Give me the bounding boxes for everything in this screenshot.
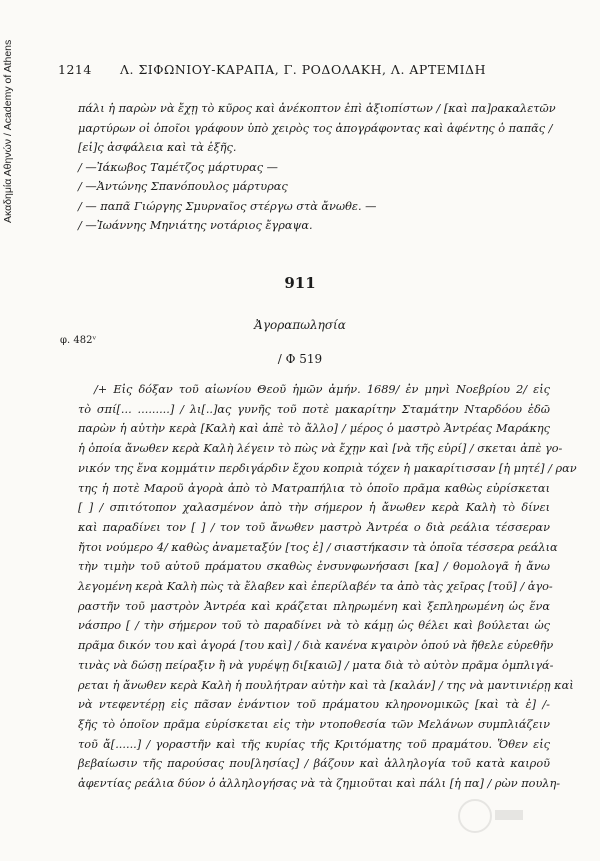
body-line: πρᾶμα δικόν του καὶ ἀγορά [του καὶ] / διὰ κανένα κγαιρὸν ὁπού νὰ ἤθελε εὐρεθῆν — [78, 639, 554, 653]
body-line: τὸ σπί[... .........] / λι[..]ας γυνῆς τοῦ ποτὲ μακαρίτην Σταμάτην Νταρδόου ἐδῶ — [78, 402, 550, 416]
body-line: νὰ ντεφεντέρῃ εἰς πᾶσαν ἐνάντιον τοῦ πράματου κληρονομικῶς [καὶ τὰ ἐ] /- — [78, 698, 550, 712]
body-line: ἤτοι νούμερο 4/ καθὼς ἀναμεταξύν [τος ἐ] / σιαστήκασιν τὰ ὁποῖα τέσσερα ρεάλια — [78, 540, 558, 554]
notary-line: / —Ἰωάννης Μηνιάτης νοτάριος ἔγραψα. — [78, 219, 313, 232]
body-line: βεβαίωσιν τῆς παρούσας που[λησίας] / βάζουν καὶ ἀλληλογία τοῦ κατὰ καιροῦ — [78, 757, 550, 771]
folio-reference: φ. 482ᵛ — [60, 335, 97, 346]
document-title: Ἀγοραπωλησία — [254, 318, 346, 332]
witness-line: / —Ἰάκωβος Ταμέτζος μάρτυρας — — [78, 160, 278, 174]
body-line: τὴν τιμὴν τοῦ αὐτοῦ πράματου σκαθὼς ἐνσυνφωνήσασι [κα] / θομολογᾶ ἡ ἄνω — [78, 560, 550, 574]
body-line: ἡ ὁποία ἄνωθεν κερὰ Καλὴ λέγειν τὸ πὼς νὰ ἔχῃν καὶ [νὰ τῆς εὐρί] / σκεται ἀπὲ γο- — [78, 442, 563, 456]
document-body — [78, 380, 577, 794]
witness-line: / — παπᾶ Γιώργης Σμυρναῖος στέργω στὰ ἄνωθε. — — [78, 199, 377, 213]
source-reference: / Φ 519 — [277, 352, 323, 366]
intro-text — [78, 99, 556, 236]
body-line: παρὼν ἡ αὐτὴν κερὰ [Καλὴ καὶ ἀπὲ τὸ ἄλλο] / μέρος ὁ μαστρὸ Ἀντρέας Μαράκης — [78, 422, 550, 436]
body-line: /+ Εἰς δόξαν τοῦ αἰωνίου Θεοῦ ἡμῶν ἀμήν. 1689/ ἐν μηνὶ Νοεβρίου 2/ εἰς — [94, 383, 550, 396]
document-number: 911 — [284, 274, 316, 292]
body-line: νικόν της ἕνα κομμάτιν περδιγάρδιν ἔχου κοπριὰ τόχεν ἡ μακαρίτισσαν [ἡ μητέ] / ραν — [78, 461, 577, 475]
body-line: νάσπρο [ / τὴν σήμερον τοῦ τὸ παραδίνει νὰ τὸ κάμῃ ὡς θέλει καὶ βούλεται ὡς — [78, 619, 550, 633]
body-line: ἀφεντίας ρεάλια δύον ὁ ἀλληλογήσας νὰ τὰ ζημιοῦται καὶ πάλι [ἡ πα] / ρὼν πουλη- — [78, 777, 561, 791]
intro-line: [εἰ]ς ἀσφάλεια καὶ τὰ ἑξῆς. — [78, 141, 237, 154]
library-stamp-icon — [455, 796, 525, 836]
body-line: καὶ παραδίνει τον [ ] / τον τοῦ ἄνωθεν μαστρὸ Ἀντρέα ο διὰ ρεάλια τέσσεραν — [78, 520, 550, 534]
running-head: Λ. ΣΙΦΩΝΙΟΥ-ΚΑΡΑΠΑ, Γ. ΡΟΔΟΛΑΚΗ, Λ. ΑΡΤΕΜΙΔΗ — [120, 62, 486, 77]
body-line: τοῦ ἄ[......] / γοραστῆν καὶ τῆς κυρίας τῆς Κριτόματης τοῦ πραμάτου. Ὅθεν εἰς — [78, 737, 550, 751]
body-line: τινὰς νὰ δώσῃ πείραξιν ἢ νὰ γυρέψῃ δι[καιῶ] / ματα διὰ τὸ αὐτὸν πρᾶμα ὀμπλιγά- — [78, 658, 554, 672]
body-line: λεγομένη κερὰ Καλὴ πὼς τὰ ἔλαβεν καὶ ἐπερίλαβέν τα ἀπὸ τὰς χεῖρας [τοῦ] / ἀγο- — [78, 580, 553, 594]
body-line: [ ] / σπιτότοπον χαλασμένον ἀπὸ τὴν σήμερον ἡ ἄνωθεν κερὰ Καλὴ τὸ δίνει — [78, 501, 550, 515]
body-line: ξῆς τὸ ὁποῖον πρᾶμα εὑρίσκεται εἰς τὴν ντοποθεσία τῶν Μελάνων συμπλιάζειν — [78, 717, 550, 731]
intro-line: πάλι ἡ παρὼν νὰ ἔχῃ τὸ κῦρος καὶ ἀνέκοπτον ἐπὶ ἀξιοπίστων / [καὶ πα]ρακαλετῶν — [78, 102, 556, 115]
watermark: Ακαδημία Αθηνών / Academy of Athens — [2, 40, 14, 224]
witness-line: / —Ἀντώνης Σπανόπουλος μάρτυρας — [78, 180, 288, 193]
body-line: ραστῆν τοῦ μαστρὸν Ἀντρέα καὶ κράζεται πληρωμένη καὶ ξεπληρωμένη ὡς ἕνα — [78, 599, 550, 613]
body-line: ρεται ἡ ἄνωθεν κερὰ Καλὴ ἡ πουλήτραν αὐτὴν καὶ τὰ [καλάν] / της νὰ μαντινιέρῃ καὶ — [78, 678, 574, 692]
body-line: της ἡ ποτὲ Μαροῦ ἀγορὰ ἀπὸ τὸ Ματραπήλια τὸ ὁποῖο πρᾶμα καθὼς εὑρίσκεται — [78, 481, 550, 495]
intro-line: μαρτύρων οἱ ὁποῖοι γράφουν ὑπὸ χειρὸς τος ἀπογράφοντας καὶ ἀφέντης ὁ παπᾶς / — [78, 121, 553, 135]
page-number: 1214 — [58, 62, 92, 77]
